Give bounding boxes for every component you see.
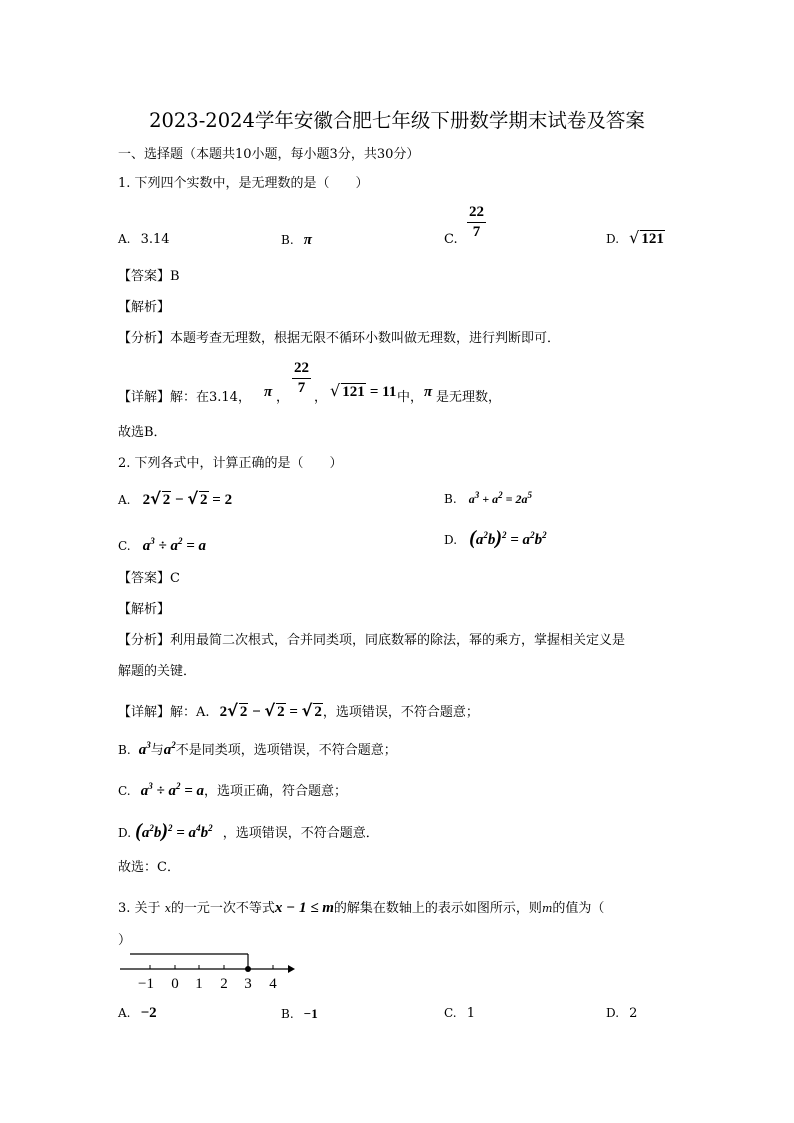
question-2-stem: 2. 下列各式中，计算正确的是（ ） — [118, 456, 343, 471]
q1-choose: 故选B． — [118, 425, 167, 440]
q2-fenxi-line2: 解题的关键． — [118, 664, 197, 679]
question-3-stem-line2: ） — [118, 933, 132, 948]
question-3-stem: 3. 关于 x的一元一次不等式x − 1 ≤ m的解集在数轴上的表示如图所示，则m的值为（ — [118, 900, 605, 916]
tick-label: 0 — [171, 976, 179, 992]
q2-detail-b: B. $a^3$与$a^2$不是同类项，选项错误，不符合题意； — [118, 740, 397, 758]
q2-option-c: C. $a^3 \div a^2 = a$ — [118, 536, 207, 554]
q1-answer: 【答案】B — [118, 269, 180, 284]
q1-option-d: D. √ 121 — [606, 228, 664, 247]
q1-detail-end: 是无理数， — [436, 390, 502, 405]
tick-label: 4 — [269, 976, 277, 992]
section-heading: 一、选择题（本题共10小题，每小题3分，共30分） — [118, 147, 420, 162]
q1-analysis: 【解析】 — [118, 300, 171, 315]
q1-option-c-fraction: $\frac{22}{7}$ — [469, 204, 484, 241]
q3-option-b: B. −1 — [281, 1006, 318, 1021]
axis-arrow — [288, 965, 295, 973]
q1-detail-mid: 中， — [397, 390, 424, 405]
q1-detail-sqrt: √ 121 = 11 — [330, 381, 397, 400]
q2-fenxi-line1: 【分析】利用最简二次根式，合并同类项，同底数幂的除法，幂的乘方，掌握相关定义是 — [118, 633, 626, 648]
q1-detail-comma2: ， — [314, 390, 328, 405]
q1-option-b: B. π — [281, 232, 312, 248]
q1-fenxi: 【分析】本题考查无理数，根据无限不循环小数叫做无理数，进行判断即可． — [118, 331, 561, 346]
q3-option-d: D. 2 — [606, 1006, 638, 1021]
page-title: 2023-2024学年安徽合肥七年级下册数学期末试卷及答案 — [149, 109, 645, 132]
q1-detail-pi: π — [264, 384, 273, 400]
q2-choose: 故选：C． — [118, 860, 180, 875]
q1-detail-pi2: π — [424, 384, 433, 400]
q1-option-a: A. 3.14 — [118, 232, 170, 247]
tick-label: −1 — [138, 976, 154, 992]
q2-answer: 【答案】C — [118, 571, 180, 586]
solid-endpoint — [245, 966, 251, 972]
question-1-stem: 1. 下列四个实数中，是无理数的是（ ） — [118, 176, 369, 191]
q1-option-c-label: C. — [444, 232, 458, 247]
q2-detail-d: D. $(a^2b)^2 = a^4b^2$ ，选项错误，不符合题意． — [118, 820, 379, 842]
tick-label: 3 — [244, 976, 252, 992]
q2-option-a: A. 2√ 2 − √ 2 = 2 — [118, 489, 233, 508]
q2-detail-c: C. $a^3 \div a^2 = a$，选项正确，符合题意； — [118, 781, 348, 799]
number-line-figure — [118, 948, 298, 993]
tick-label: 2 — [220, 976, 228, 992]
q3-option-a: A. −2 — [118, 1005, 157, 1021]
q1-detail-comma1: ， — [276, 390, 290, 405]
tick-label: 1 — [195, 976, 203, 992]
q3-option-c: C. 1 — [444, 1006, 475, 1021]
q2-option-d: D. $(a^2b)^2 = a^2b^2$ — [444, 527, 547, 549]
q1-detail-pre: 【详解】解：在3.14， — [118, 390, 251, 405]
q2-analysis: 【解析】 — [118, 602, 171, 617]
q1-detail-fraction: $\frac{22}{7}$ — [294, 360, 309, 397]
q2-option-b: B. $a^3 + a^2 = 2a^5$ — [444, 490, 532, 506]
q2-detail-a: 【详解】解：A. 2√ 2 − √ 2 = √ 2，选项错误，不符合题意； — [118, 701, 479, 720]
